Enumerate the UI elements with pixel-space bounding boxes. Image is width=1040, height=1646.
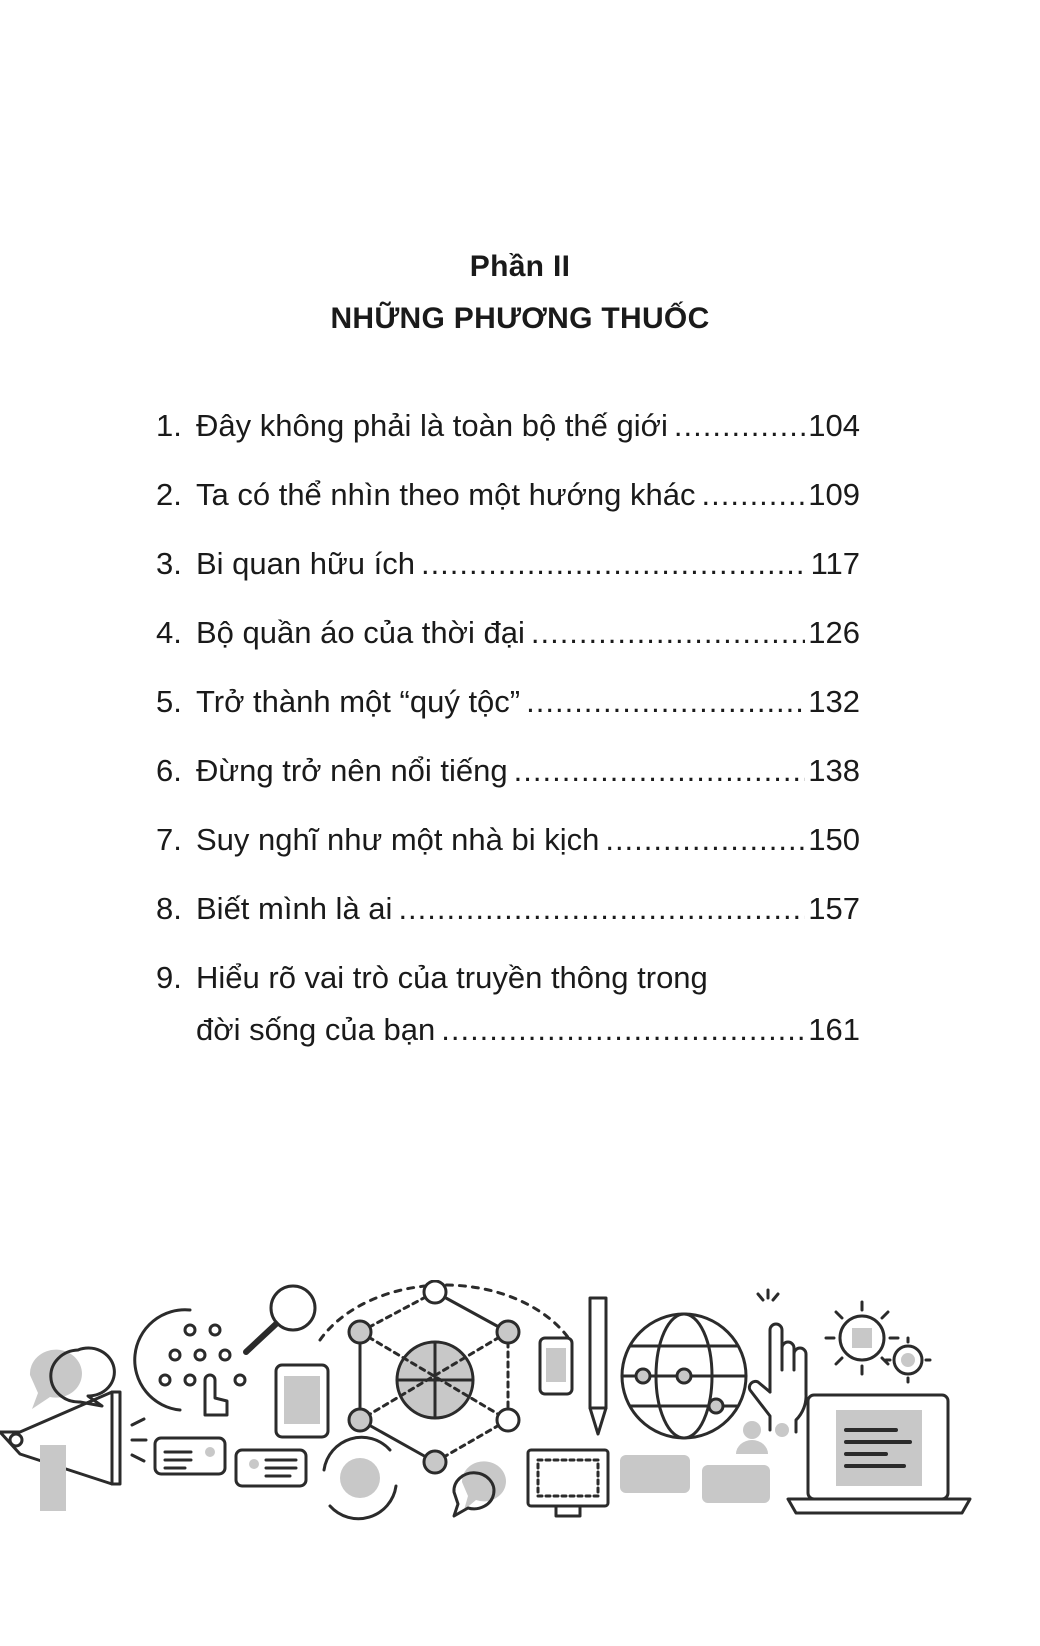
toc-title: Bộ quần áo của thời đại: [196, 615, 525, 650]
part-title: NHỮNG PHƯƠNG THUỐC: [330, 302, 710, 335]
magnifier-icon: [246, 1286, 315, 1352]
toc-number: 2.: [156, 477, 182, 512]
laptop-icon: [788, 1395, 970, 1513]
toc-title: Đừng trở nên nổi tiếng: [196, 753, 508, 788]
toc-page-number: 138: [808, 753, 860, 788]
toc-leader-dots: [526, 676, 805, 728]
toc-entry-4[interactable]: [156, 607, 860, 659]
gears-icon: [826, 1302, 930, 1382]
toc-leader-dots: [674, 400, 805, 452]
tablet-icon: [276, 1365, 328, 1437]
toc-page-number: 157: [808, 891, 860, 926]
toc-leader-dots: [531, 607, 805, 659]
technology-illustration: [0, 1280, 1040, 1646]
toc-entry-1[interactable]: [156, 400, 860, 452]
toc-entry-9[interactable]: [156, 952, 860, 1056]
toc-leader-dots: [702, 469, 806, 521]
toc-number: 3.: [156, 546, 182, 581]
toc-title: Suy nghĩ như một nhà bi kịch: [196, 822, 600, 857]
wire-globe-icon: [622, 1314, 746, 1438]
toc-title: Trở thành một “quý tộc”: [196, 684, 521, 719]
toc-number: 7.: [156, 822, 182, 857]
toc-page-number: 117: [810, 546, 860, 581]
toc-title-line-1: Hiểu rõ vai trò của truyền thông trong: [196, 960, 708, 995]
toc-leader-dots: [514, 745, 806, 797]
toc-entry-3[interactable]: [156, 538, 860, 590]
toc-title: Ta có thể nhìn theo một hướng khác: [196, 477, 696, 512]
toc-title: Biết mình là ai: [196, 891, 393, 926]
toc-entry-6[interactable]: [156, 745, 860, 797]
toc-number: 4.: [156, 615, 182, 650]
toc-title-line-2: đời sống của bạn: [196, 1012, 436, 1047]
hand-touch-icon: [749, 1290, 806, 1432]
toc-title: Đây không phải là toàn bộ thế giới: [196, 408, 668, 443]
sync-arrows-icon: [324, 1437, 396, 1518]
network-globe-icon: [349, 1281, 519, 1473]
toc-page-number: 161: [808, 1012, 860, 1047]
toc-entry-5[interactable]: [156, 676, 860, 728]
toc-entry-2[interactable]: [156, 469, 860, 521]
toc-page-number: 126: [808, 615, 860, 650]
monitor-icon: [528, 1450, 608, 1516]
toc-entry-7[interactable]: [156, 814, 860, 866]
smartphone-icon: [540, 1338, 572, 1394]
toc-leader-dots: [605, 814, 805, 866]
pencil-icon: [590, 1298, 606, 1434]
toc-page-number: 150: [808, 822, 860, 857]
toc-number: 9.: [156, 960, 182, 995]
toc-number: 8.: [156, 891, 182, 926]
megaphone-icon: [0, 1392, 146, 1511]
people-group-touch-icon: [135, 1310, 245, 1415]
toc-leader-dots: [421, 538, 808, 590]
toc-title: Bi quan hữu ích: [196, 546, 415, 581]
toc-leader-dots: [398, 883, 805, 935]
toc-page-number: 132: [808, 684, 860, 719]
toc-number: 6.: [156, 753, 182, 788]
chat-card-icon: [155, 1438, 225, 1474]
toc-page-number: 109: [808, 477, 860, 512]
table-of-contents: [156, 400, 860, 1073]
toc-page-number: 104: [808, 408, 860, 443]
toc-number: 1.: [156, 408, 182, 443]
toc-leader-dots: [441, 1004, 805, 1056]
toc-number: 5.: [156, 684, 182, 719]
part-label: Phần II: [469, 250, 571, 283]
profile-card-icon: [236, 1450, 306, 1486]
speech-bubbles-icon: [30, 1348, 114, 1409]
toc-entry-8[interactable]: [156, 883, 860, 935]
